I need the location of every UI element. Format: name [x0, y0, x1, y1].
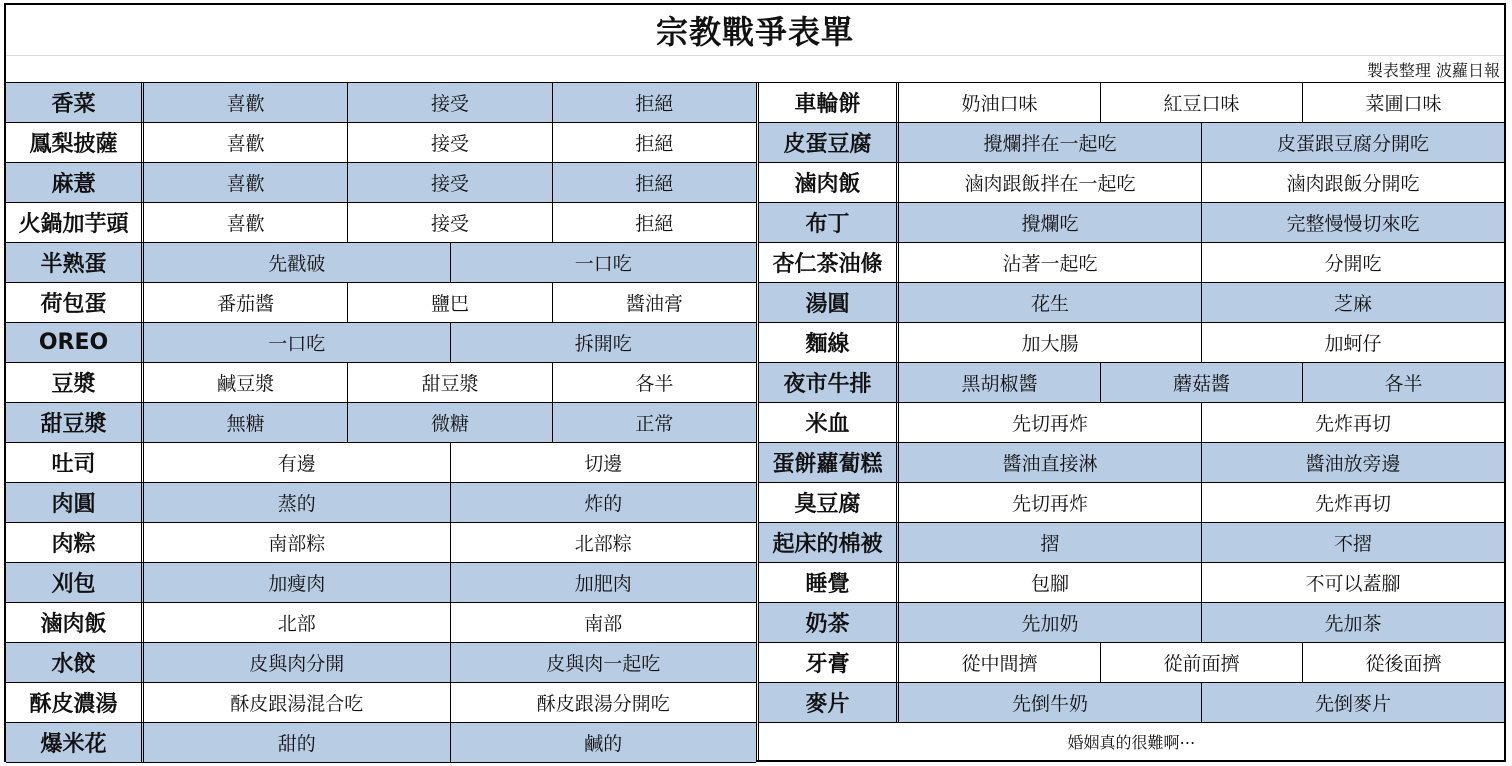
option-cells — [899, 163, 1504, 202]
option-cell: 醬油膏 — [625, 293, 683, 315]
row-label: 牙膏 — [759, 643, 899, 682]
option-cell: 喜歡 — [144, 123, 348, 162]
option-cells — [144, 203, 756, 242]
row-label: 米血 — [759, 403, 899, 442]
option-cell: 接受 — [348, 163, 552, 202]
option-cell: 不可以蓋腳 — [1305, 573, 1401, 595]
row-label: 水餃 — [6, 643, 144, 682]
row-label: 奶茶 — [759, 603, 899, 642]
option-cell: 加蚵仔 — [1324, 333, 1382, 355]
option-cell: 正常 — [553, 403, 756, 442]
option-cells — [899, 283, 1504, 322]
option-cell: 甜的 — [144, 723, 451, 762]
option-cells — [144, 483, 756, 522]
row-label: 香菜 — [6, 83, 144, 122]
option-cell: 不摺 — [1202, 523, 1504, 562]
option-cell: 各半 — [635, 373, 674, 395]
table-row — [6, 363, 756, 403]
row-label: 臭豆腐 — [759, 483, 899, 522]
page-title: 宗教戰爭表單 — [6, 5, 1504, 56]
option-cells — [144, 323, 756, 362]
option-cells — [144, 243, 756, 282]
option-cell: 先倒麥片 — [1202, 683, 1504, 722]
option-cell: 各半 — [1303, 363, 1504, 402]
table-row — [6, 483, 756, 523]
option-cell: 包腳 — [899, 563, 1202, 602]
table-row — [759, 123, 1504, 163]
option-cell: 拒絕 — [553, 83, 756, 122]
comparison-table — [6, 83, 1504, 760]
table-row — [6, 563, 756, 603]
option-cells — [899, 83, 1504, 122]
option-cells — [899, 363, 1504, 402]
option-cells — [899, 643, 1504, 682]
table-row — [759, 323, 1504, 363]
option-cell: 酥皮跟湯分開吃 — [536, 693, 670, 715]
option-cell: 皮蛋跟豆腐分開吃 — [1202, 123, 1504, 162]
option-cell: 拒絕 — [553, 163, 756, 202]
option-cell: 蒸的 — [144, 483, 451, 522]
row-label: 睡覺 — [759, 563, 899, 602]
option-cells — [144, 563, 756, 602]
option-cell: 先切再炸 — [899, 483, 1202, 522]
table-row — [6, 243, 756, 283]
option-cell: 摺 — [899, 523, 1202, 562]
form-sheet — [4, 3, 1506, 762]
row-label: OREO — [6, 323, 144, 362]
row-label: 蛋餅蘿蔔糕 — [759, 443, 899, 482]
option-cell: 甜豆漿 — [348, 363, 552, 402]
option-cell: 喜歡 — [144, 163, 348, 202]
row-label: 刈包 — [6, 563, 144, 602]
row-label: 肉粽 — [6, 523, 144, 562]
row-label: 起床的棉被 — [759, 523, 899, 562]
option-cell: 一口吃 — [144, 323, 451, 362]
table-row — [6, 603, 756, 643]
row-label: 吐司 — [6, 443, 144, 482]
table-row — [759, 243, 1504, 283]
table-row — [6, 163, 756, 203]
table-row — [759, 283, 1504, 323]
table-row — [759, 363, 1504, 403]
footer-note: 婚姻真的很難啊⋯ — [1067, 733, 1196, 752]
option-cells — [144, 443, 756, 482]
left-column — [6, 83, 756, 760]
option-cell: 完整慢慢切來吃 — [1202, 203, 1504, 242]
row-label: 半熟蛋 — [6, 243, 144, 282]
option-cell: 炸的 — [451, 483, 757, 522]
option-cell: 攪爛吃 — [899, 203, 1202, 242]
option-cell: 奶油口味 — [899, 83, 1101, 122]
option-cell: 皮與肉一起吃 — [451, 643, 757, 682]
option-cells — [144, 523, 756, 562]
row-label: 麻薏 — [6, 163, 144, 202]
option-cell: 加瘦肉 — [144, 563, 451, 602]
option-cells — [899, 243, 1504, 282]
option-cell: 紅豆口味 — [1101, 83, 1303, 122]
option-cell: 蘑菇醬 — [1101, 363, 1303, 402]
right-column — [756, 83, 1504, 760]
option-cell: 先切再炸 — [899, 403, 1202, 442]
table-row — [759, 563, 1504, 603]
option-cells — [144, 163, 756, 202]
option-cell: 鹹豆漿 — [144, 363, 348, 402]
option-cell: 先炸再切 — [1314, 413, 1391, 435]
option-cells — [899, 203, 1504, 242]
row-label: 肉圓 — [6, 483, 144, 522]
row-label: 皮蛋豆腐 — [759, 123, 899, 162]
option-cell: 從前面擠 — [1101, 643, 1303, 682]
option-cell: 先倒牛奶 — [899, 683, 1202, 722]
option-cell: 接受 — [348, 83, 552, 122]
option-cell: 南部粽 — [144, 523, 451, 562]
table-row — [759, 83, 1504, 123]
row-label: 火鍋加芋頭 — [6, 203, 144, 242]
table-row — [759, 523, 1504, 563]
option-cell: 從中間擠 — [899, 643, 1101, 682]
option-cell: 鹽巴 — [348, 283, 552, 322]
option-cell: 番茄醬 — [144, 283, 348, 322]
option-cell: 接受 — [348, 123, 552, 162]
table-row — [759, 603, 1504, 643]
table-row — [759, 203, 1504, 243]
option-cell: 先加奶 — [899, 603, 1202, 642]
option-cell: 微糖 — [348, 403, 552, 442]
option-cell: 北部粽 — [574, 533, 632, 555]
option-cells — [899, 123, 1504, 162]
option-cells — [899, 563, 1504, 602]
table-row — [759, 403, 1504, 443]
row-label: 麵線 — [759, 323, 899, 362]
option-cells — [899, 483, 1504, 522]
option-cell: 有邊 — [144, 443, 451, 482]
option-cell: 南部 — [584, 613, 623, 635]
option-cell: 拆開吃 — [451, 323, 757, 362]
option-cells — [899, 403, 1504, 442]
option-cell: 一口吃 — [451, 243, 757, 282]
option-cells — [899, 443, 1504, 482]
credit-text: 製表整理 波蘿日報 — [1366, 60, 1500, 80]
option-cell: 拒絕 — [635, 213, 674, 235]
option-cells — [144, 683, 756, 722]
option-cell: 芝麻 — [1202, 283, 1504, 322]
table-row — [6, 443, 756, 483]
table-row — [759, 643, 1504, 683]
option-cell: 滷肉跟飯分開吃 — [1286, 173, 1420, 195]
table-row — [6, 403, 756, 443]
option-cell: 加肥肉 — [451, 563, 757, 602]
option-cell: 鹹的 — [451, 723, 757, 762]
table-row — [6, 323, 756, 363]
table-row — [6, 83, 756, 123]
row-label: 爆米花 — [6, 723, 144, 762]
table-row — [6, 203, 756, 243]
option-cell: 拒絕 — [635, 133, 674, 155]
option-cell: 先炸再切 — [1314, 493, 1391, 515]
option-cell: 醬油放旁邊 — [1202, 443, 1504, 482]
table-row — [759, 163, 1504, 203]
option-cell: 無糖 — [144, 403, 348, 442]
option-cells — [144, 643, 756, 682]
option-cell: 先加茶 — [1202, 603, 1504, 642]
option-cells — [899, 523, 1504, 562]
option-cell: 醬油直接淋 — [899, 443, 1202, 482]
option-cells — [144, 603, 756, 642]
option-cell: 喜歡 — [144, 83, 348, 122]
option-cell: 加大腸 — [899, 323, 1202, 362]
option-cells — [899, 323, 1504, 362]
option-cells — [144, 283, 756, 322]
table-row — [6, 683, 756, 723]
option-cell: 菜圃口味 — [1365, 93, 1442, 115]
option-cell: 酥皮跟湯混合吃 — [144, 683, 451, 722]
row-label: 酥皮濃湯 — [6, 683, 144, 722]
row-label: 布丁 — [759, 203, 899, 242]
row-label: 滷肉飯 — [759, 163, 899, 202]
option-cells — [144, 723, 756, 762]
option-cell: 接受 — [348, 203, 552, 242]
row-label: 滷肉飯 — [6, 603, 144, 642]
row-label: 車輪餅 — [759, 83, 899, 122]
option-cell: 從後面擠 — [1365, 653, 1442, 675]
table-row — [759, 483, 1504, 523]
option-cell: 切邊 — [584, 453, 623, 475]
option-cell: 先戳破 — [144, 243, 451, 282]
row-label: 杏仁茶油條 — [759, 243, 899, 282]
option-cell: 攪爛拌在一起吃 — [899, 123, 1202, 162]
option-cells — [144, 123, 756, 162]
table-row — [6, 643, 756, 683]
option-cells — [144, 403, 756, 442]
option-cells — [144, 363, 756, 402]
option-cell: 花生 — [899, 283, 1202, 322]
row-label: 荷包蛋 — [6, 283, 144, 322]
option-cell: 滷肉跟飯拌在一起吃 — [899, 163, 1202, 202]
option-cells — [899, 683, 1504, 722]
option-cell: 喜歡 — [144, 203, 348, 242]
row-label: 麥片 — [759, 683, 899, 722]
row-label: 鳳梨披薩 — [6, 123, 144, 162]
option-cell: 沾著一起吃 — [899, 243, 1202, 282]
row-label: 湯圓 — [759, 283, 899, 322]
table-row — [6, 123, 756, 163]
table-row — [759, 443, 1504, 483]
row-label: 夜市牛排 — [759, 363, 899, 402]
table-row — [6, 723, 756, 763]
row-label: 甜豆漿 — [6, 403, 144, 442]
option-cell: 分開吃 — [1324, 253, 1382, 275]
option-cells — [144, 83, 756, 122]
row-label: 豆漿 — [6, 363, 144, 402]
table-row — [759, 683, 1504, 723]
option-cell: 北部 — [144, 603, 451, 642]
table-row — [6, 523, 756, 563]
option-cells — [899, 603, 1504, 642]
option-cell: 皮與肉分開 — [144, 643, 451, 682]
table-row — [6, 283, 756, 323]
option-cell: 黑胡椒醬 — [899, 363, 1101, 402]
